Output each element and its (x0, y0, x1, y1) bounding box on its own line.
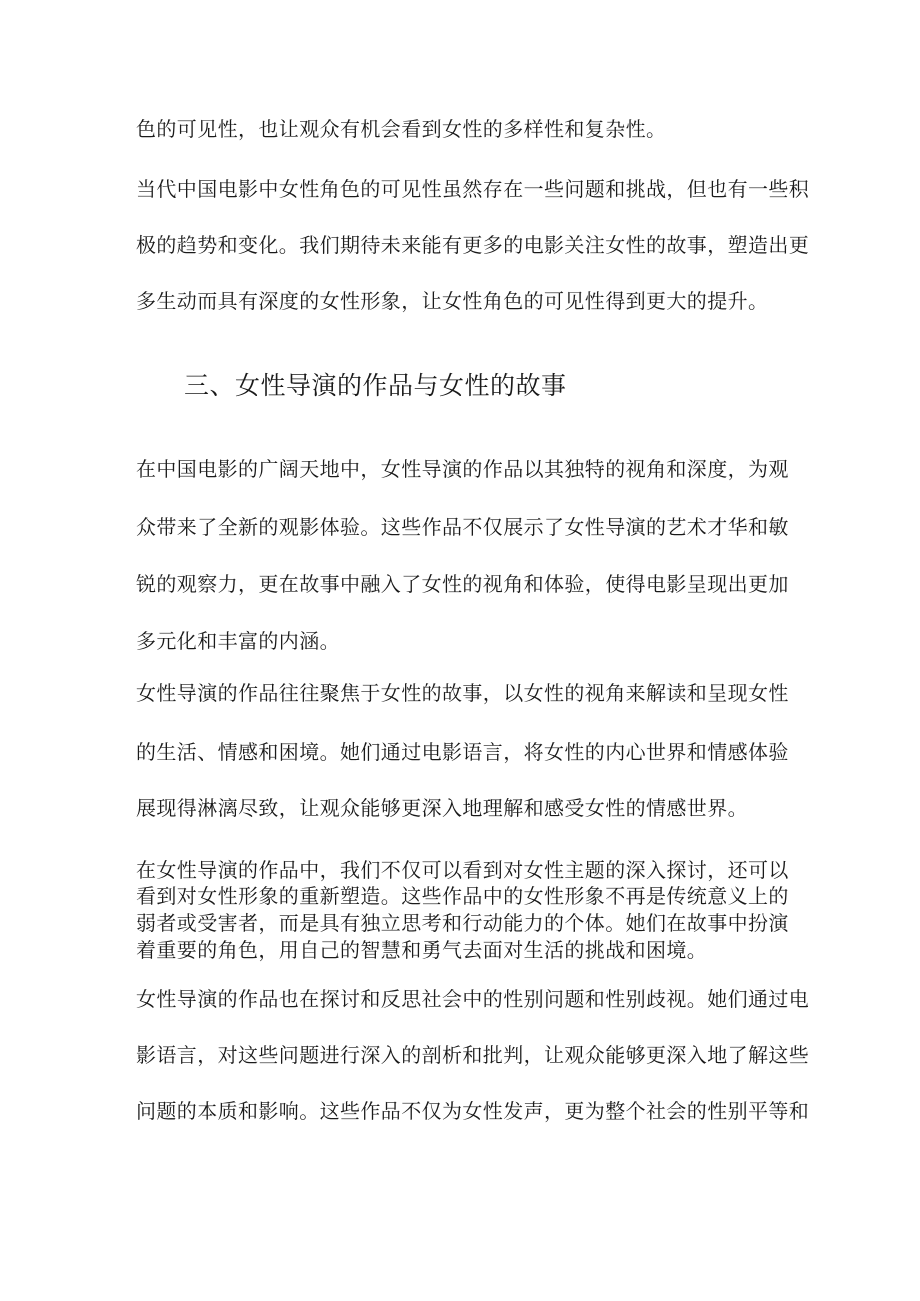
paragraph-line: 问题的本质和影响。这些作品不仅为女性发声，更为整个社会的性别平等和 (136, 1099, 810, 1123)
paragraph-line: 看到对女性形象的重新塑造。这些作品中的女性形象不再是传统意义上的 (136, 884, 789, 908)
paragraph-line: 众带来了全新的观影体验。这些作品不仅展示了女性导演的艺术才华和敏 (136, 515, 789, 539)
paragraph-line: 极的趋势和变化。我们期待未来能有更多的电影关注女性的故事，塑造出更 (136, 233, 810, 257)
paragraph-line: 当代中国电影中女性角色的可见性虽然存在一些问题和挑战，但也有一些积 (136, 177, 810, 201)
section-heading: 三、女性导演的作品与女性的故事 (184, 371, 567, 400)
paragraph-line: 多生动而具有深度的女性形象，让女性角色的可见性得到更大的提升。 (136, 289, 769, 313)
paragraph-line: 弱者或受害者，而是具有独立思考和行动能力的个体。她们在故事中扮演 (136, 911, 789, 935)
paragraph-line: 在女性导演的作品中，我们不仅可以看到对女性主题的深入探讨，还可以 (136, 858, 789, 882)
paragraph-line: 着重要的角色，用自己的智慧和勇气去面对生活的挑战和困境。 (136, 938, 708, 962)
paragraph-line: 在中国电影的广阔天地中，女性导演的作品以其独特的视角和深度，为观 (136, 457, 789, 481)
paragraph-line: 多元化和丰富的内涵。 (136, 629, 340, 653)
paragraph-line: 色的可见性，也让观众有机会看到女性的多样性和复杂性。 (136, 117, 667, 141)
paragraph-line: 女性导演的作品往往聚焦于女性的故事，以女性的视角来解读和呈现女性 (136, 681, 789, 705)
paragraph-line: 女性导演的作品也在探讨和反思社会中的性别问题和性别歧视。她们通过电 (136, 987, 810, 1011)
paragraph-line: 锐的观察力，更在故事中融入了女性的视角和体验，使得电影呈现出更加 (136, 572, 789, 596)
paragraph-line: 展现得淋漓尽致，让观众能够更深入地理解和感受女性的情感世界。 (136, 796, 748, 820)
paragraph-line: 的生活、情感和困境。她们通过电影语言，将女性的内心世界和情感体验 (136, 740, 789, 764)
paragraph-line: 影语言，对这些问题进行深入的剖析和批判，让观众能够更深入地了解这些 (136, 1043, 810, 1067)
